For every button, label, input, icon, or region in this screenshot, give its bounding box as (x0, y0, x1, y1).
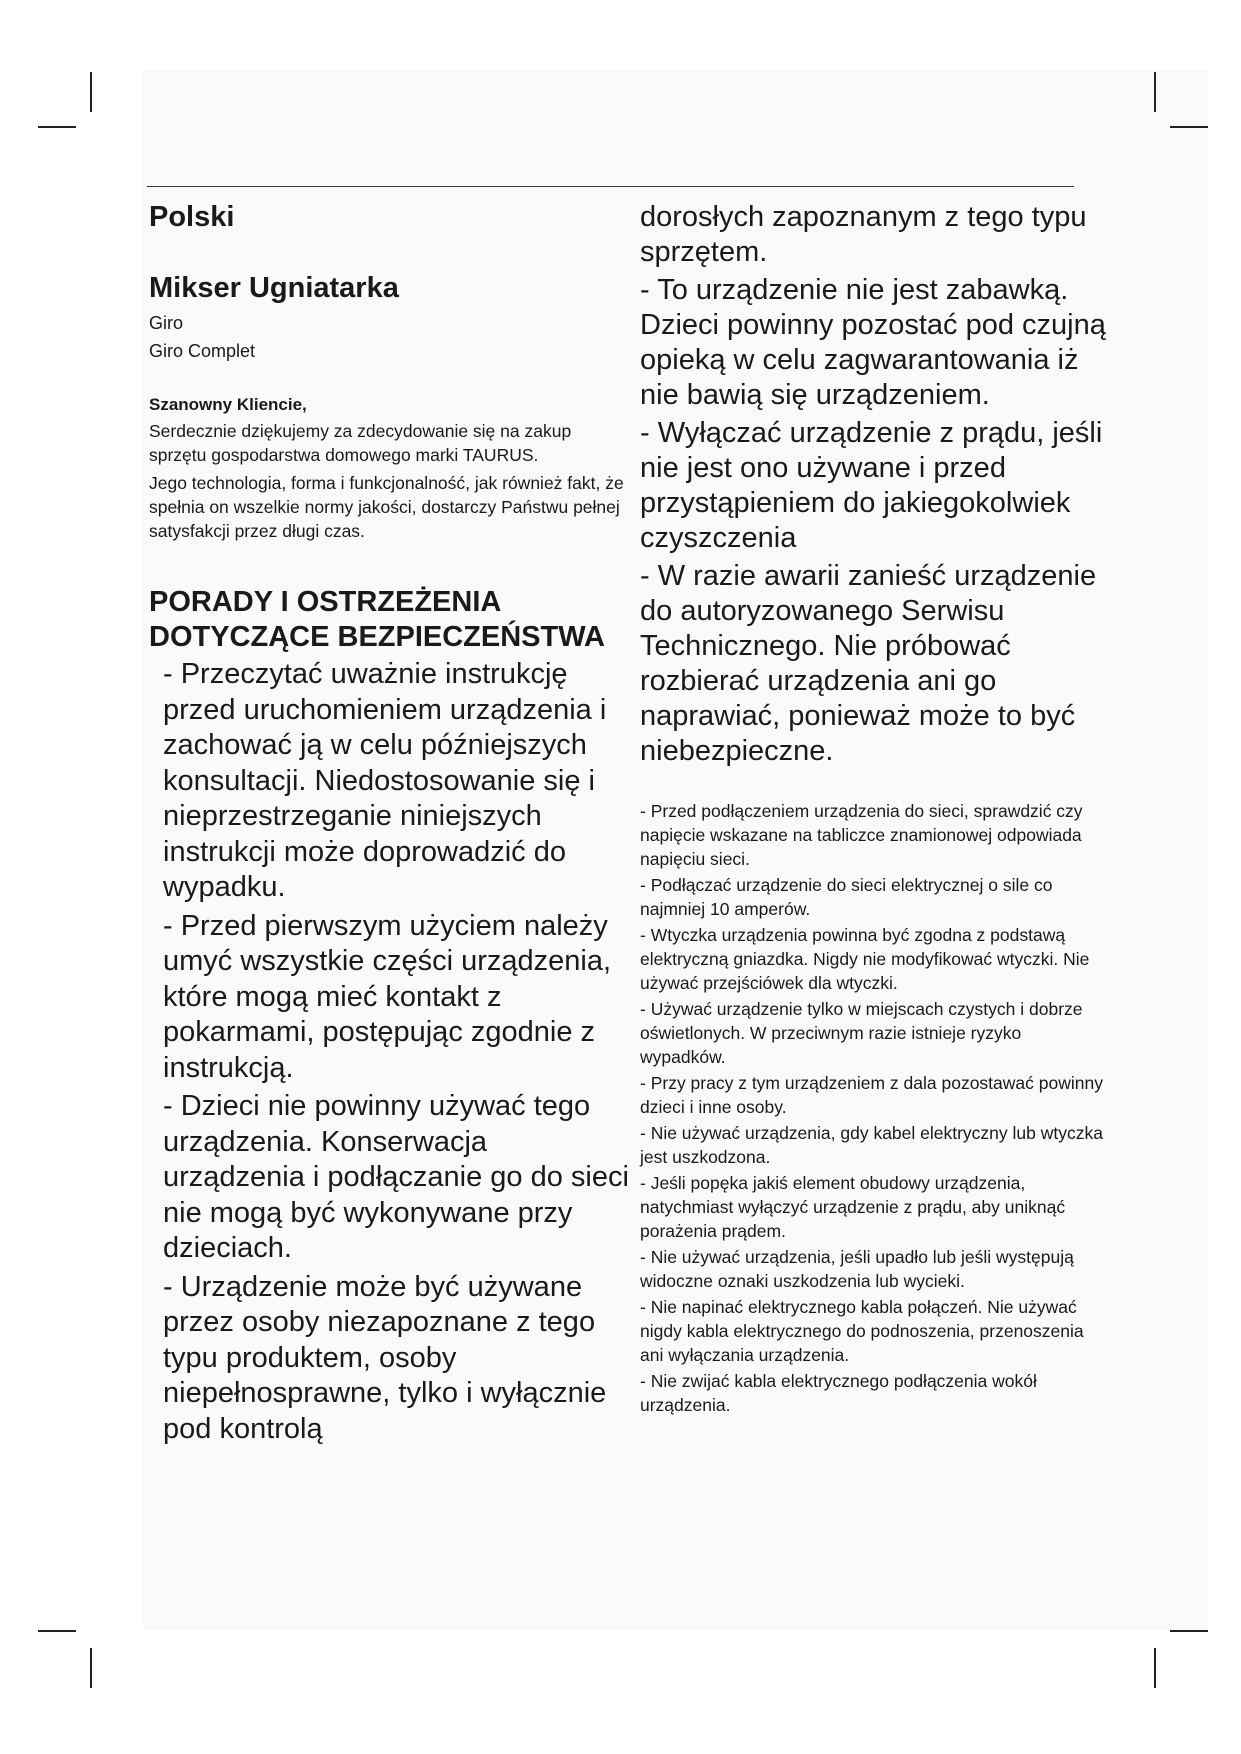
model-name: Giro (149, 313, 184, 333)
crop-mark (1154, 72, 1156, 112)
warning-list-item: - Wtyczka urządzenia powinna być zgodna z podstawą elektryczną gniazdka. Nigdy nie modyfikować wtyczki. Nie używać przejściówek dla wtyczki. (640, 925, 1090, 993)
warning-item: - Przeczytać uważnie instrukcję przed uruchomieniem urządzenia i zachować ją w celu późniejszych konsultacji. Niedostosowanie się i nieprzestrzeganie niniejszych instrukcji może doprowadzić do wypadku. (163, 658, 607, 903)
left-column (149, 200, 629, 1450)
warning-list-item: - Nie napinać elektrycznego kabla połączeń. Nie używać nigdy kabla elektrycznego do podnoszenia, przenoszenia ani wyłączania urządzenia. (640, 1297, 1084, 1365)
crop-mark (1170, 1630, 1208, 1632)
warning-item: - To urządzenie nie jest zabawką. Dzieci powinny pozostać pod czujną opieką w celu zagwarantowania iż nie bawią się urządzeniem. (640, 274, 1106, 411)
warning-list-item: - Nie używać urządzenia, jeśli upadło lub jeśli występują widoczne oznaki uszkodzenia lub wycieki. (640, 1247, 1074, 1291)
warning-list-item: - Jeśli popęka jakiś element obudowy urządzenia, natychmiast wyłączyć urządzenie z prądu, aby uniknąć porażenia prądem. (640, 1173, 1066, 1241)
warning-item: - Przed pierwszym użyciem należy umyć wszystkie części urządzenia, które mogą mieć kontakt z pokarmami, postępując zgodnie z instrukcją. (163, 909, 612, 1084)
warning-list-item: - Nie używać urządzenia, gdy kabel elektryczny lub wtyczka jest uszkodzona. (640, 1123, 1103, 1167)
crop-mark (90, 72, 92, 112)
header-rule (147, 186, 1074, 187)
warning-list (640, 799, 1110, 1417)
warning-item: dorosłych zapoznanym z tego typu sprzętem. (640, 201, 1087, 268)
warning-item: - Wyłączać urządzenie z prądu, jeśli nie jest ono używane i przed przystąpieniem do jakiegokolwiek czyszczenia (640, 417, 1103, 554)
crop-mark (38, 126, 76, 128)
warning-item: - W razie awarii zanieść urządzenie do autoryzowanego Serwisu Technicznego. Nie próbować rozbierać urządzenia ani go naprawiać, ponieważ może to być niebezpieczne. (640, 560, 1097, 767)
model-name: Giro Complet (149, 341, 256, 361)
intro-paragraph: Jego technologia, forma i funkcjonalność, jak również fakt, że spełnia on wszelkie normy jakości, dostarczy Państwu pełnej satysfakcji przez długi czas. (149, 473, 624, 541)
product-title: Mikser Ugniatarka (149, 272, 399, 304)
greeting: Szanowny Kliencie, (149, 395, 307, 414)
crop-mark (1154, 1648, 1156, 1688)
intro-paragraph: Serdecznie dziękujemy za zdecydowanie się na zakup sprzętu gospodarstwa domowego marki TAURUS. (149, 421, 572, 465)
language-heading: Polski (149, 201, 235, 233)
warning-list-item: - Używać urządzenie tylko w miejscach czystych i dobrze oświetlonych. W przeciwnym razie istnieje ryzyko wypadków. (640, 999, 1083, 1067)
warning-list-item: - Przy pracy z tym urządzeniem z dala pozostawać powinny dzieci i inne osoby. (640, 1073, 1103, 1117)
safety-section-title: PORADY I OSTRZEŻENIA DOTYCZĄCE BEZPIECZEŃSTWA (149, 586, 605, 653)
crop-mark (1170, 126, 1208, 128)
warning-list-item: - Przed podłączeniem urządzenia do sieci, sprawdzić czy napięcie wskazane na tabliczce znamionowej odpowiada napięciu sieci. (640, 801, 1083, 869)
right-column (640, 200, 1110, 1419)
warning-list-item: - Nie zwijać kabla elektrycznego podłączenia wokół urządzenia. (640, 1371, 1037, 1415)
warning-list-item: - Podłączać urządzenie do sieci elektrycznej o sile co najmniej 10 amperów. (640, 875, 1053, 919)
warning-item: - Dzieci nie powinny używać tego urządzenia. Konserwacja urządzenia i podłączanie go do sieci nie mogą być wykonywane przy dzieciach. (163, 1090, 629, 1264)
warning-item: - Urządzenie może być używane przez osoby niezapoznane z tego typu produktem, osoby niepełnosprawne, tylko i wyłącznie pod kontrolą (163, 1270, 607, 1445)
crop-mark (38, 1630, 76, 1632)
crop-mark (90, 1648, 92, 1688)
